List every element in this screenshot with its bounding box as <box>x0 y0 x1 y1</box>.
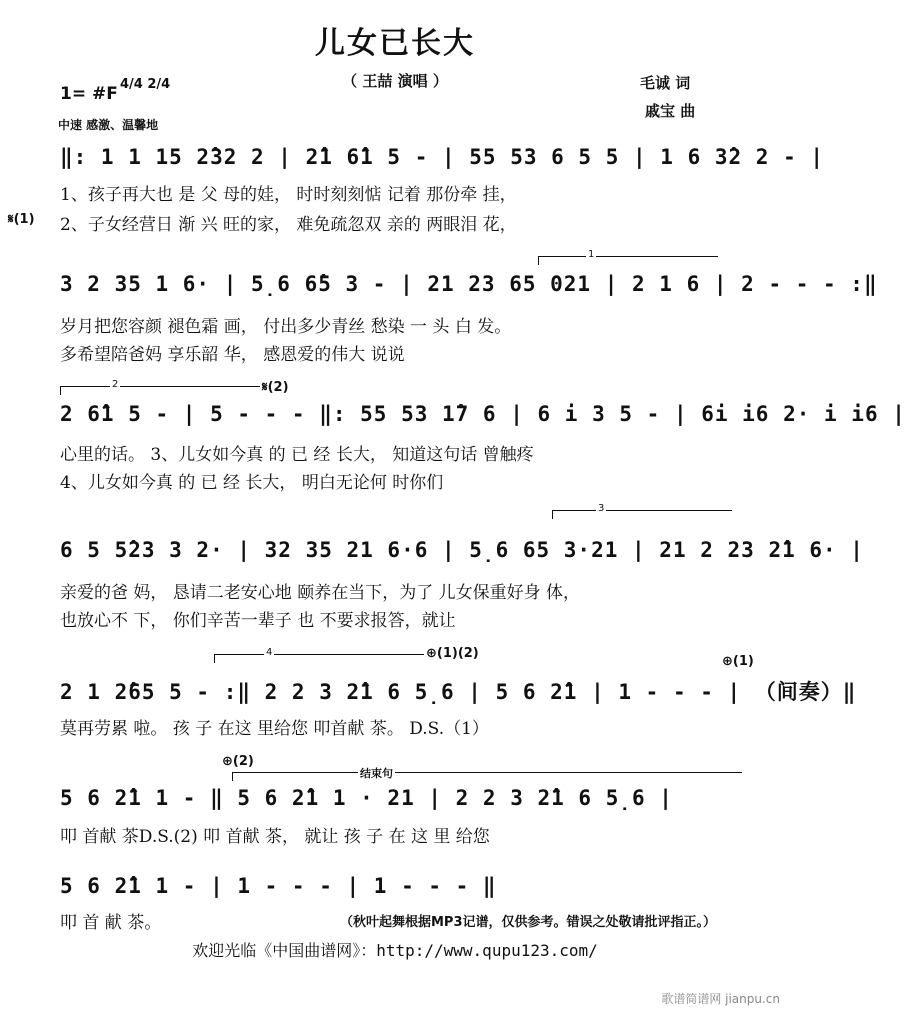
segno-mark-1: 𝄋(1) <box>8 212 35 227</box>
lyric-2-verse-1: 岁月把您容颜 褪色霜 画， 付出多少青丝 愁染 一 头 白 发。 <box>60 317 512 337</box>
staff-line-5: 2 1 2̂65 5 - :‖ 2 2 3 2̂1 6 5̣6 | 5 6 2̂1 | 1 - - - | （间奏）‖ <box>60 680 857 704</box>
transcription-note: （秋叶起舞根据MP3记谱，仅供参考。错误之处敬请批评指正。） <box>340 915 717 930</box>
staff-line-2: 3 2 35 1 6· | 5̣6 6̂5 3 - | 21 23 65 021 | 2 1 6 | 2 - - - :‖ <box>60 272 878 296</box>
tempo-marking: 中速 感激、温馨地 <box>58 118 159 132</box>
lyric-4-verse-1: 亲爱的爸 妈， 恳请二老安心地 颐养在当下，为了 儿女保重好身 体， <box>60 583 581 603</box>
composer-credit: 戚宝 曲 <box>645 102 696 120</box>
volta-number-2: 2 <box>112 379 119 390</box>
page-title: 儿女已长大 <box>315 26 475 61</box>
staff-line-1: ‖: 1 1 15 2̂32 2 | 2̂1 6̂1 5 - | 55 53 6 5 5 | 1 6 3̂2 2 - | <box>60 145 825 169</box>
lyric-6-verse-1: 叩 首献 茶D.S.(2) 叩 首献 茶， 就让 孩 子 在 这 里 给您 <box>60 827 490 847</box>
volta-bracket-4 <box>214 647 424 658</box>
staff-line-3: 2 6̂1 5 - | 5 - - - ‖: 55 53 1̂7 6 | 6 i 3 5 - | 6i i6 2· i i6 | <box>60 402 906 426</box>
coda-mark-1: ⊕(1)(2) <box>426 646 479 661</box>
staff-line-6: 5 6 2̂1 1 - ‖ 5 6 2̂1 1 · 21 | 2 2 3 2̂1 6 5̣6 | <box>60 786 673 810</box>
time-signature: 4/4 2/4 <box>120 77 171 92</box>
volta-bracket-3 <box>552 503 732 514</box>
volta-number-3: 3 <box>598 503 605 514</box>
lyricist-credit: 毛诚 词 <box>640 74 691 92</box>
watermark: 歌谱简谱网 jianpu.cn <box>661 992 780 1006</box>
ending-bracket <box>232 767 742 780</box>
ending-label: 结束句 <box>360 767 393 780</box>
staff-line-4: 6 5 5̂23 3 2· | 32 35 21 6·6 | 5̣6 65 3·21 | 21 2 23 2̂1 6· | <box>60 538 864 562</box>
key-signature: 1= #F <box>60 84 118 104</box>
coda-mark-3: ⊕(2) <box>222 754 254 769</box>
lyric-3-verse-2: 4、儿女如今真 的 已 经 长大， 明白无论何 时你们 <box>60 473 444 493</box>
site-welcome-link[interactable]: 欢迎光临《中国曲谱网》：http://www.qupu123.com/ <box>192 941 598 960</box>
lyric-4-verse-2: 也放心不 下， 你们辛苦一辈子 也 不要求报答，就让 <box>60 611 456 631</box>
lyric-3-verse-1: 心里的话。 3、儿女如今真 的 已 经 长大， 知道这句话 曾触疼 <box>60 445 534 465</box>
lyric-1-verse-2: 2、子女经营日 渐 兴 旺的家， 难免疏忽双 亲的 两眼泪 花， <box>60 215 517 235</box>
lyric-5-verse-1: 莫再劳累 啦。 孩 子 在这 里给您 叩首献 茶。 D.S.（1） <box>60 719 489 739</box>
singer-line: （ 王喆 演唱 ） <box>342 72 448 90</box>
segno-mark-2: 𝄋(2) <box>262 380 289 395</box>
volta-number-1: 1 <box>588 249 595 260</box>
lyric-1-verse-1: 1、孩子再大也 是 父 母的娃， 时时刻刻惦 记着 那份牵 挂， <box>60 185 517 205</box>
staff-line-7: 5 6 2̂1 1 - | 1 - - - | 1 - - - ‖ <box>60 874 497 898</box>
lyric-7-verse-1: 叩 首 献 茶。 <box>60 913 162 933</box>
volta-bracket-1 <box>538 249 718 260</box>
volta-number-4: 4 <box>266 647 273 658</box>
lyric-2-verse-2: 多希望陪爸妈 享乐韶 华， 感恩爱的伟大 说说 <box>60 345 405 365</box>
volta-bracket-2 <box>60 379 260 390</box>
coda-mark-2: ⊕(1) <box>722 654 754 669</box>
